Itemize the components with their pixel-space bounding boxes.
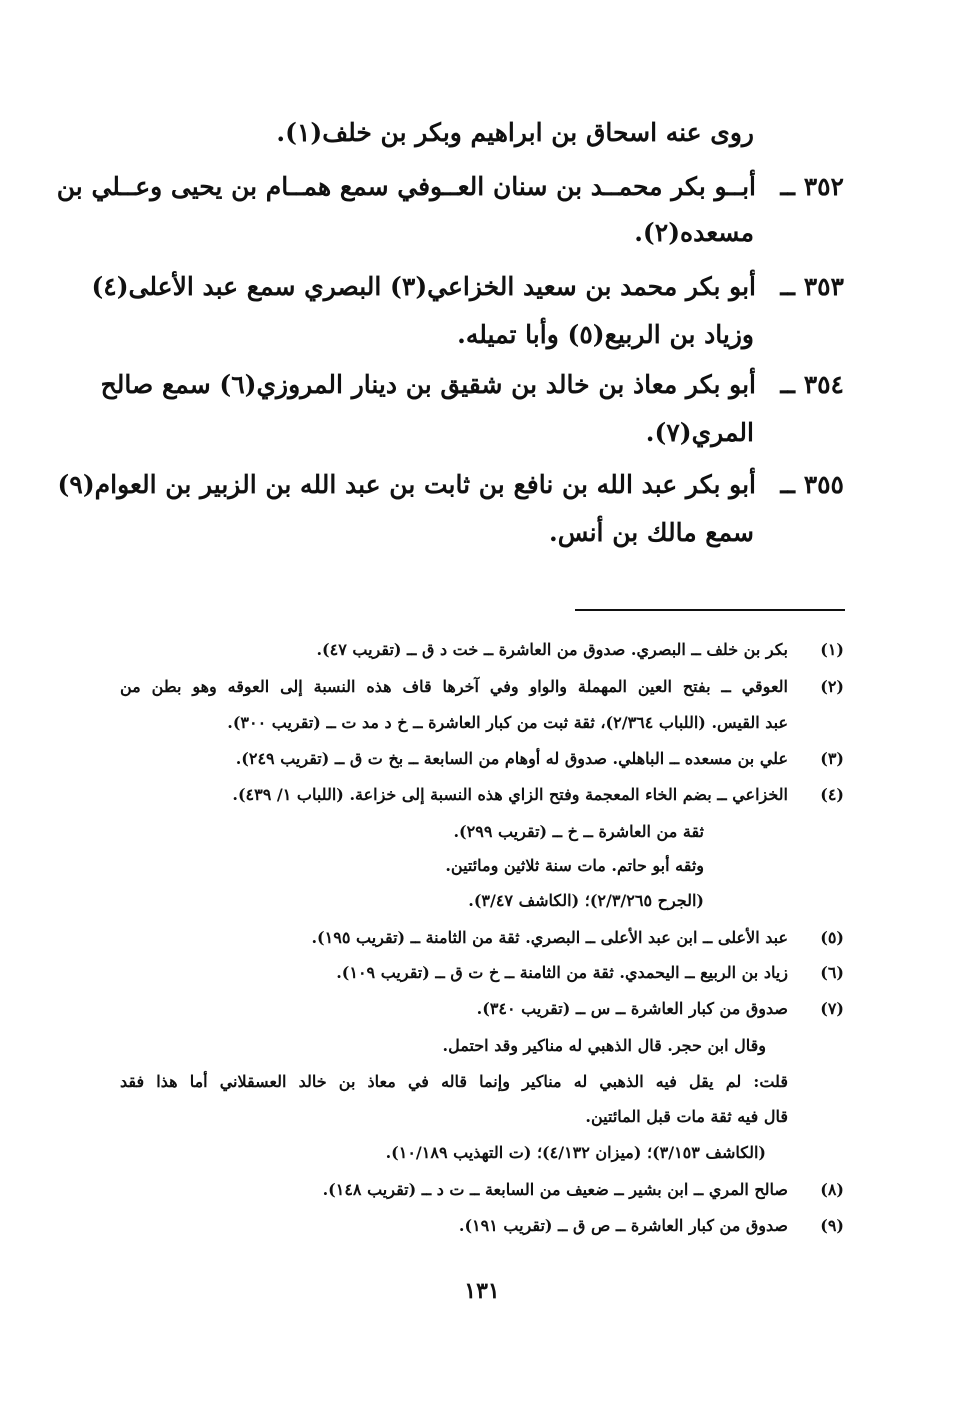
footnote-text: صدوق من كبار العاشرة ــ س ــ (تقريب ٣٤٠).	[476, 999, 788, 1018]
entry-353-line-2	[457, 320, 754, 349]
footnote-text: (الجرح ٢/٣/٢٦٥)؛ (الكاشف ٣/٤٧).	[468, 891, 704, 910]
footnote-5	[119, 928, 844, 952]
footnote-text: عبد الأعلى ــ ابن عبد الأعلى ــ البصري. ثقة من الثامنة ــ (تقريب ١٩٥).	[311, 928, 788, 947]
footnote-number: (٨)	[820, 1180, 844, 1199]
page-number: ١٣١	[464, 1278, 500, 1304]
footnote-number: (٩)	[820, 1216, 844, 1235]
footnote-4	[119, 785, 844, 809]
entry-text: مسعده(٢).	[634, 218, 754, 247]
footnote-4-sub-2	[119, 856, 844, 880]
footnote-3	[119, 749, 844, 773]
footnote-2-cont	[119, 713, 844, 737]
footnote-text: وقال ابن حجر. قال الذهبي له مناكير وقد احتمل.	[442, 1036, 766, 1055]
footnote-text: (الكاشف ٣/١٥٣)؛ (ميزان ٤/١٣٢)؛ (ت التهذيب ١٠/١٨٩).	[385, 1143, 766, 1162]
footnote-number: (٢)	[820, 677, 844, 696]
entry-text: أبو بكر عبد الله بن نافع بن ثابت بن عبد الله بن الزبير بن العوام(٩)	[57, 470, 756, 499]
entry-text: سمع مالك بن أنس.	[549, 518, 754, 547]
footnote-2	[119, 677, 844, 701]
footnote-text: العوقي ــ بفتح العين المهملة والواو وفي آخرها قاف هذه النسبة إلى العوقه وهو بطن من	[120, 677, 788, 696]
footnote-7	[119, 999, 844, 1023]
entry-text: روى عنه اسحاق بن ابراهيم وبكر بن خلف(١).	[276, 118, 754, 147]
entry-352-line-2	[634, 218, 754, 247]
footnote-7-cont-1	[119, 1036, 844, 1060]
entry-text: أبــو بكر محمــد بن سنان العــوفي سمع همــام بن يحيى وعــلي بن	[56, 172, 756, 201]
footnote-text: قلت: لم يقل فيه الذهبي له مناكير وإنما قاله في معاذ بن خالد العسقلاني أما هذا فقد	[120, 1072, 788, 1091]
footnote-text: بكر بن خلف ــ البصري. صدوق من العاشرة ــ خت د ق ــ (تقريب ٤٧).	[316, 640, 788, 659]
footnote-4-sub-1	[119, 822, 844, 846]
entry-number: ٣٥٤ ــ	[780, 370, 844, 399]
footnote-number: (٤)	[820, 785, 844, 804]
footnote-9	[119, 1216, 844, 1240]
footnote-separator	[575, 609, 845, 611]
footnote-text: قال فيه ثقة مات قبل المائتين.	[585, 1107, 788, 1126]
entry-text: وزياد بن الربيع(٥) وأبا تميله.	[457, 320, 754, 349]
footnote-text: علي بن مسعده ــ الباهلي. صدوق له أوهام من السابعة ــ بخ ت ق ــ (تقريب ٢٤٩).	[235, 749, 788, 768]
footnote-4-sub-3	[119, 891, 844, 915]
footnote-text: الخزاعي ــ بضم الخاء المعجمة وفتح الزاي هذه النسبة إلى خزاعة. (اللباب ١/ ٤٣٩).	[232, 785, 788, 804]
entry-353	[91, 272, 844, 312]
footnote-number: (١)	[820, 640, 844, 659]
footnote-6	[119, 963, 844, 987]
footnote-7-cont-4	[119, 1143, 844, 1167]
entry-text: أبو بكر معاذ بن خالد بن شقيق بن دينار المروزي(٦) سمع صالح	[100, 370, 756, 399]
footnote-number: (٣)	[820, 749, 844, 768]
footnote-text: صدوق من كبار العاشرة ــ ص ق ــ (تقريب ١٩١).	[458, 1216, 788, 1235]
entry-352	[56, 172, 844, 212]
footnote-number: (٧)	[820, 999, 844, 1018]
entry-354	[100, 370, 844, 410]
footnote-7-cont-2	[119, 1072, 844, 1096]
entry-text: أبو بكر محمد بن سعيد الخزاعي(٣) البصري سمع عبد الأعلى(٤)	[91, 272, 756, 301]
entry-number: ٣٥٣ ــ	[780, 272, 844, 301]
footnote-number: (٦)	[820, 963, 844, 982]
footnote-text: وثقه أبو حاتم. مات سنة ثلاثين ومائتين.	[445, 856, 704, 875]
footnote-text: زياد بن الربيع ــ اليحمدي. ثقة من الثامنة ــ خ ت ق ــ (تقريب ١٠٩).	[336, 963, 788, 982]
entry-354-line-2	[646, 418, 754, 447]
footnote-8	[119, 1180, 844, 1204]
entry-number: ٣٥٢ ــ	[780, 172, 844, 201]
entry-355	[57, 470, 844, 510]
footnote-text: ثقة من العاشرة ــ خ ــ (تقريب ٢٩٩).	[453, 822, 704, 841]
footnote-1	[119, 640, 844, 664]
footnote-number: (٥)	[820, 928, 844, 947]
footnote-7-cont-3	[119, 1107, 844, 1131]
footnote-text: صالح المري ــ ابن بشير ــ ضعيف من السابعة ــ ت د ــ (تقريب ١٤٨).	[322, 1180, 788, 1199]
entry-text: المري(٧).	[645, 418, 754, 447]
entry-351-line-1	[154, 118, 754, 147]
footnote-text: عبد القيس. (اللباب ٢/٣٦٤)، ثقة ثبت من كبار العاشرة ــ خ د مد ت ــ (تقريب ٣٠٠).	[227, 713, 788, 732]
entry-number: ٣٥٥ ــ	[780, 470, 844, 499]
entry-355-line-2	[549, 518, 754, 547]
